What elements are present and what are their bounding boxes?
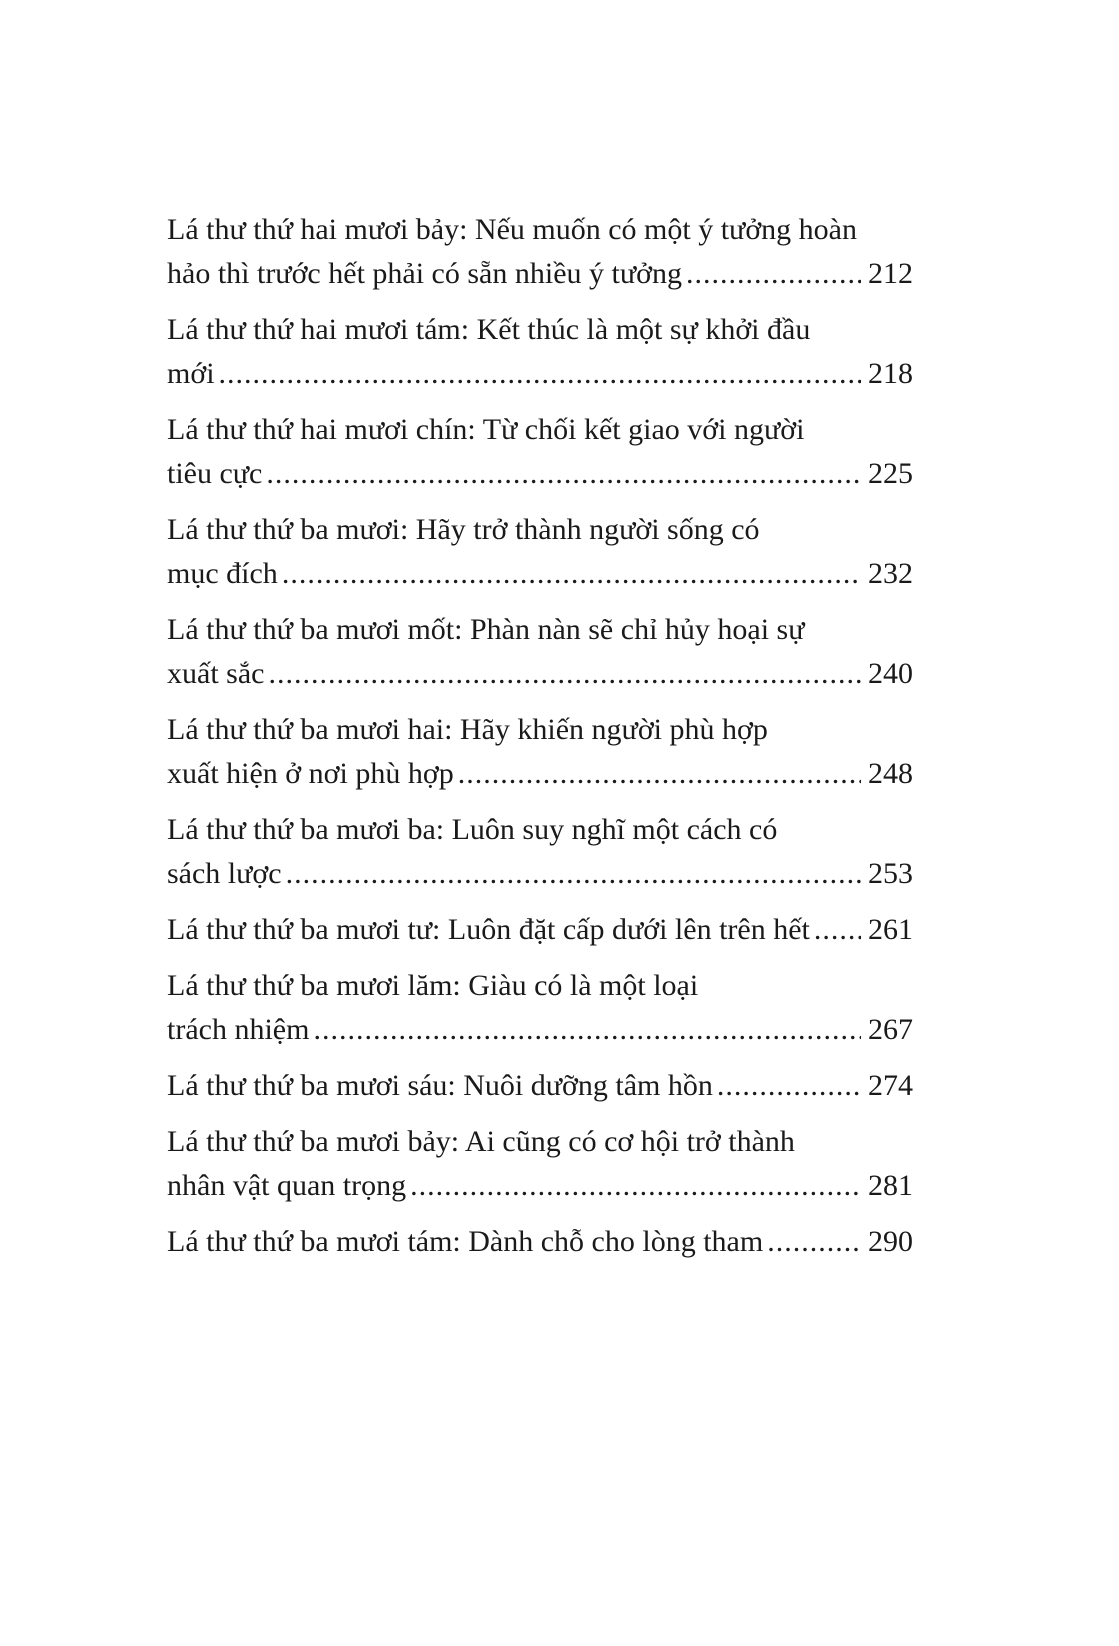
toc-entry-text: Lá thư thứ ba mươi tám: Dành chỗ cho lòng tham (167, 1225, 764, 1258)
dot-leader (717, 1064, 861, 1108)
toc-entry-page-number: 267 (868, 1013, 913, 1046)
toc-entry-title-line: Lá thư thứ ba mươi bảy: Ai cũng có cơ hội trở thành (167, 1125, 795, 1158)
toc-entry-page-number: 253 (868, 857, 913, 890)
toc-entry-text: hảo thì trước hết phải có sẵn nhiều ý tưởng (167, 257, 682, 290)
toc-entry-last-line (167, 352, 913, 396)
toc-entry-text: xuất sắc (167, 657, 265, 690)
toc-entry-title-line: Lá thư thứ hai mươi tám: Kết thúc là một sự khởi đầu (167, 313, 811, 346)
dot-leader (313, 1008, 861, 1052)
toc-entry-title-line: Lá thư thứ ba mươi hai: Hãy khiến người phù hợp (167, 713, 768, 746)
toc-entry-text: sách lược (167, 857, 282, 890)
toc-entry (167, 408, 913, 496)
toc-entry-text: Lá thư thứ ba mươi sáu: Nuôi dưỡng tâm hồn (167, 1069, 713, 1102)
dot-leader (268, 652, 861, 696)
toc-entry-title-line: Lá thư thứ ba mươi ba: Luôn suy nghĩ một cách có (167, 813, 778, 846)
toc-entry-text: mục đích (167, 557, 278, 590)
toc-entry-page-number: 212 (868, 257, 913, 290)
toc-entry (167, 508, 913, 596)
toc-entry-title-line: Lá thư thứ ba mươi mốt: Phàn nàn sẽ chỉ hủy hoại sự (167, 613, 805, 646)
toc-entry-page-number: 225 (868, 457, 913, 490)
toc-entry-last-line (167, 908, 913, 952)
toc-entry-last-line (167, 1164, 913, 1208)
toc-entry (167, 208, 913, 296)
toc-entry-text: trách nhiệm (167, 1013, 310, 1046)
toc-entry-last-line (167, 252, 913, 296)
toc-entry-last-line (167, 852, 913, 896)
toc-entry-page-number: 281 (868, 1169, 913, 1202)
toc-entry-text: tiêu cực (167, 457, 263, 490)
toc-entry-title-line: Lá thư thứ ba mươi lăm: Giàu có là một loại (167, 969, 699, 1002)
toc-entry (167, 1064, 913, 1108)
toc-entry-last-line (167, 1064, 913, 1108)
toc-entry-page-number: 261 (868, 913, 913, 946)
dot-leader (410, 1164, 861, 1208)
toc-entry-title-line: Lá thư thứ hai mươi chín: Từ chối kết giao với người (167, 413, 805, 446)
toc-entry-last-line (167, 552, 913, 596)
toc-entry (167, 608, 913, 696)
toc-entry-last-line (167, 1008, 913, 1052)
toc-entry-last-line (167, 652, 913, 696)
toc-entry-page-number: 248 (868, 757, 913, 790)
toc-entry-text: nhân vật quan trọng (167, 1169, 407, 1202)
toc-entry-title-line: Lá thư thứ hai mươi bảy: Nếu muốn có một ý tưởng hoàn (167, 213, 857, 246)
dot-leader (458, 752, 861, 796)
toc-entry-page-number: 232 (868, 557, 913, 590)
toc-entry-page-number: 290 (868, 1225, 913, 1258)
toc-entry-last-line (167, 452, 913, 496)
dot-leader (814, 908, 861, 952)
toc-entry-text: Lá thư thứ ba mươi tư: Luôn đặt cấp dưới lên trên hết (167, 913, 810, 946)
toc-entry (167, 308, 913, 396)
toc-entry-last-line (167, 752, 913, 796)
dot-leader (286, 852, 861, 896)
toc-entry (167, 964, 913, 1052)
dot-leader (686, 252, 861, 296)
toc-entry (167, 1120, 913, 1208)
dot-leader (767, 1220, 861, 1264)
dot-leader (282, 552, 861, 596)
toc-entry-title-line: Lá thư thứ ba mươi: Hãy trở thành người sống có (167, 513, 760, 546)
toc-entry-text: xuất hiện ở nơi phù hợp (167, 757, 454, 790)
toc-entry-last-line (167, 1220, 913, 1264)
toc-entry-page-number: 240 (868, 657, 913, 690)
table-of-contents (167, 208, 913, 1276)
toc-entry (167, 908, 913, 952)
dot-leader (266, 452, 861, 496)
toc-entry (167, 808, 913, 896)
dot-leader (219, 352, 861, 396)
toc-entry (167, 708, 913, 796)
toc-entry-page-number: 218 (868, 357, 913, 390)
toc-entry (167, 1220, 913, 1264)
toc-entry-page-number: 274 (868, 1069, 913, 1102)
toc-entry-text: mới (167, 357, 215, 390)
